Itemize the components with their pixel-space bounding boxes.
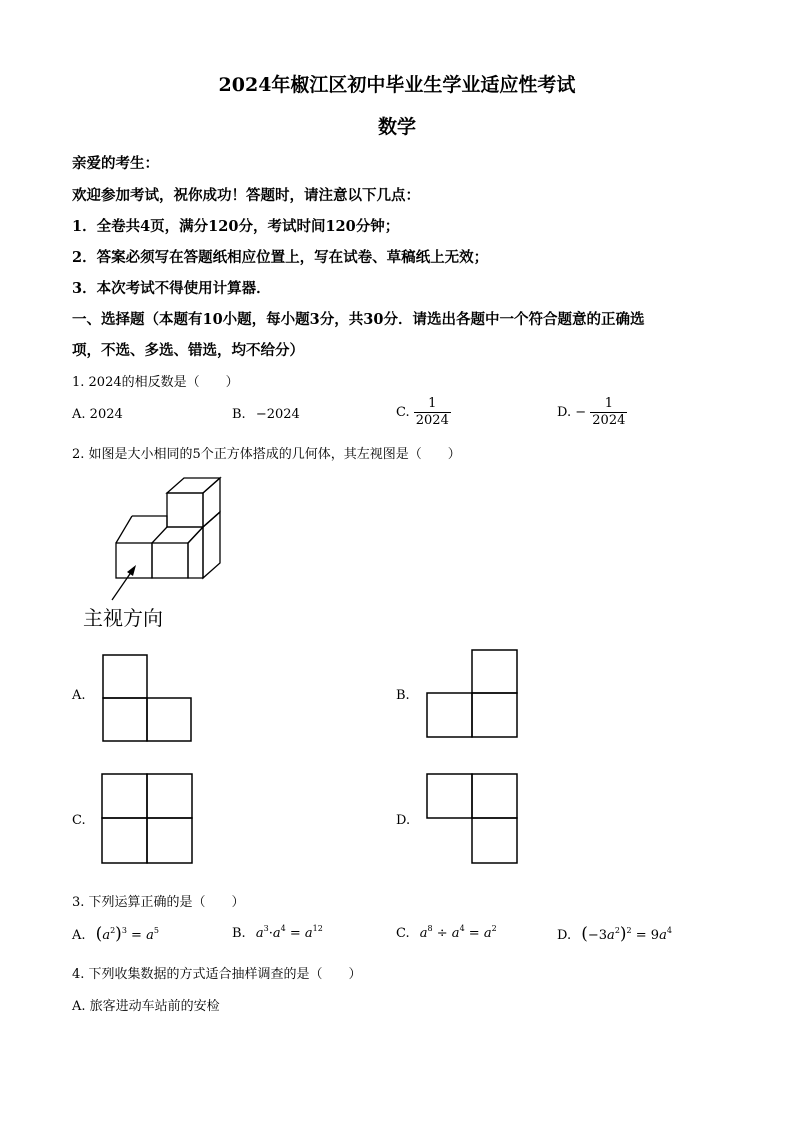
back-cube-edge [132,516,167,527]
q1-option-a-value: 2024 [89,407,123,422]
note-1: 1．全卷共4页，满分120分，考试时间120分钟； [72,218,400,235]
q2-option-c-label: C. [72,813,86,828]
section-heading-line1: 一、选择题（本题有10小题，每小题3分，共30分．请选出各题中一个符合题意的正确选 [72,311,645,328]
q2-option-a-label: A. [72,688,86,703]
q3-option-d [557,924,672,944]
front-cube-left [116,543,152,578]
q1-option-c-denominator: 2024 [415,413,449,428]
subject-title: 数学 [377,116,416,138]
q4-stem: 4. 下列收集数据的方式适合抽样调查的是（ ） [72,967,362,982]
q3-option-b-label: B. [232,926,246,941]
note-3: 3．本次考试不得使用计算器． [72,280,271,297]
q2-option-b-label: B. [396,688,410,703]
q3-option-a [72,924,159,944]
q3-option-b [232,924,323,941]
q1-option-d-sign: − [575,405,587,420]
q3-option-d-expression: $(-3a^2)^2 = 9a^4$ [581,924,672,944]
q2-option-c-figure [102,774,192,863]
q3-option-d-label: D. [557,928,572,943]
front-cube-middle [152,543,188,578]
q3-option-a-label: A. [72,928,86,943]
q1-stem: 1. 2024的相反数是（ ） [72,375,239,390]
q4-option-a: A. 旅客进动车站前的安检 [72,999,220,1014]
q1-option-c-label: C. [396,405,410,420]
q1-option-d-label: D. [557,405,572,420]
q1-option-d-denominator: 2024 [592,413,626,428]
q3-option-c-expression: $a^8 \div a^4 = a^2$ [419,924,497,941]
section-heading-line2: 项，不选、多选、错选，均不给分） [72,342,304,359]
view-direction-arrowhead [127,565,136,576]
q3-option-c [396,924,497,941]
figure-caption: 主视方向 [83,606,163,630]
intro: 欢迎参加考试，祝你成功！答题时，请注意以下几点： [72,187,420,204]
top-cube-front [167,493,203,527]
q2-option-b-figure [427,650,517,737]
q2-option-d-label: D. [396,813,411,828]
q3-stem: 3. 下列运算正确的是（ ） [72,895,245,910]
q1-option-c-numerator: 1 [428,396,437,411]
q1-option-b-value: −2024 [255,407,300,422]
q1-option-a-label: A. [72,407,86,422]
greeting: 亲爱的考生： [72,155,159,172]
q2-option-d-figure [427,774,517,863]
q3-option-b-expression: $a^3\cdot a^4 = a^{12}$ [255,924,323,941]
exam-title: 2024年椒江区初中毕业生学业适应性考试 [218,74,576,96]
note-2: 2．答案必须写在答题纸相应位置上，写在试卷、草稿纸上无效； [72,249,489,266]
q3-option-c-label: C. [396,926,410,941]
q2-stem: 2. 如图是大小相同的5个正方体搭成的几何体，其左视图是（ ） [72,447,461,462]
q1-option-d-numerator: 1 [604,396,613,411]
q1-option-b-label: B. [232,407,246,422]
q3-option-a-expression: $(a^2)^3 = a^5$ [95,924,159,944]
q2-option-a-figure [103,655,191,741]
